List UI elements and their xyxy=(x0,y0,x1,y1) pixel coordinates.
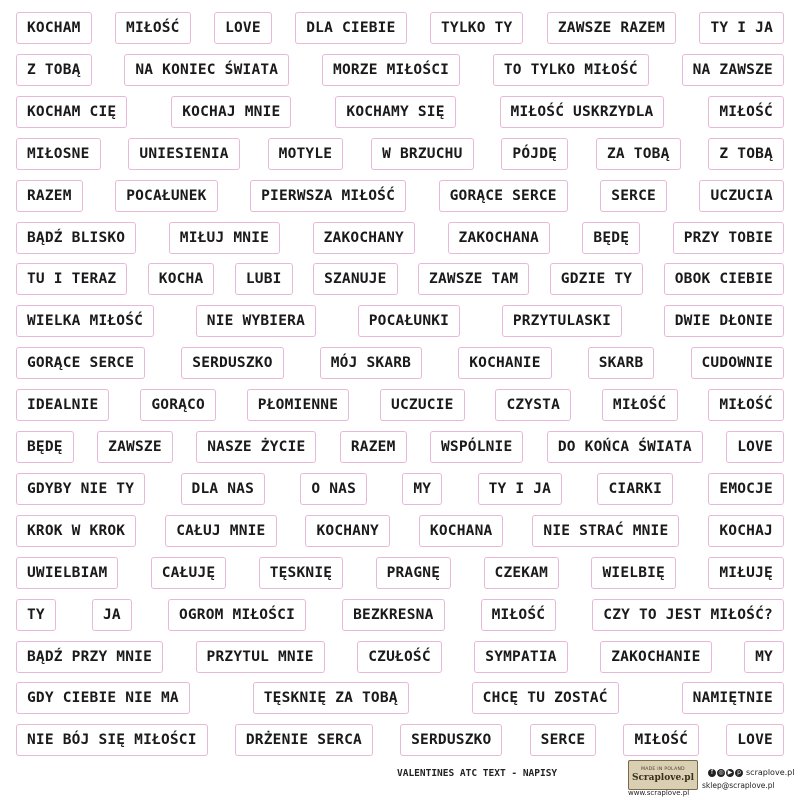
word-tag: DRŻENIE SERCA xyxy=(235,724,373,756)
word-tag: TĘSKNIĘ xyxy=(259,557,344,589)
word-tag: TO TYLKO MIŁOŚĆ xyxy=(493,54,649,86)
word-tag: MIŁUJ MNIE xyxy=(169,222,280,254)
word-tag: MIŁOŚĆ USKRZYDLA xyxy=(500,96,665,128)
word-tag: PRZYTULASKI xyxy=(502,305,622,337)
tag-row xyxy=(16,347,784,379)
word-tag: CHCĘ TU ZOSTAĆ xyxy=(472,682,619,714)
word-tag: KOCHANIE xyxy=(458,347,551,379)
word-tag: NA ZAWSZE xyxy=(682,54,784,86)
word-tag: BĄDŹ PRZY MNIE xyxy=(16,641,163,673)
word-tag: MIŁUJĘ xyxy=(708,557,784,589)
logo-name: Scraplove.pl xyxy=(631,772,695,783)
word-tag: DWIE DŁONIE xyxy=(664,305,784,337)
website-url: www.scraplove.pl xyxy=(628,789,690,797)
word-tag: ZAKOCHANY xyxy=(313,222,415,254)
word-tag: IDEALNIE xyxy=(16,389,109,421)
word-tag: LUBI xyxy=(235,263,293,295)
word-tag: MIŁOŚĆ xyxy=(481,599,557,631)
word-tag: SERDUSZKO xyxy=(181,347,283,379)
word-tag: TY xyxy=(16,599,56,631)
word-tag: GDZIE TY xyxy=(550,263,643,295)
word-tag: ZAWSZE RAZEM xyxy=(547,12,676,44)
social-handle: scraplove.pl xyxy=(746,768,795,777)
tag-row xyxy=(16,641,784,673)
word-tag: PIERWSZA MIŁOŚĆ xyxy=(250,180,406,212)
word-tag: ZA TOBĄ xyxy=(596,138,681,170)
instagram-icon: ◎ xyxy=(718,768,724,776)
tag-row xyxy=(16,389,784,421)
word-tag: KOCHAJ MNIE xyxy=(171,96,291,128)
word-tag: CUDOWNIE xyxy=(691,347,784,379)
word-tag: GORĄCO xyxy=(140,389,216,421)
word-tag: RAZEM xyxy=(340,431,407,463)
word-tag: DLA CIEBIE xyxy=(295,12,406,44)
word-tag: NIE WYBIERA xyxy=(196,305,316,337)
tag-row xyxy=(16,263,784,295)
tag-row xyxy=(16,180,784,212)
word-tag: Z TOBĄ xyxy=(708,138,784,170)
word-tag: WSPÓLNIE xyxy=(430,431,523,463)
word-tag: TY I JA xyxy=(478,473,563,505)
tag-row xyxy=(16,54,784,86)
word-tag: ZAWSZE xyxy=(97,431,173,463)
word-tag: KOCHAM xyxy=(16,12,92,44)
word-tag: SKARB xyxy=(588,347,655,379)
word-tag: PRZY TOBIE xyxy=(673,222,784,254)
word-tag: SYMPATIA xyxy=(474,641,567,673)
word-tag: CZUŁOŚĆ xyxy=(357,641,442,673)
social-links xyxy=(708,768,794,777)
tag-row xyxy=(16,138,784,170)
tag-row xyxy=(16,473,784,505)
tag-row xyxy=(16,431,784,463)
word-tag: MY xyxy=(744,641,784,673)
word-tag: MÓJ SKARB xyxy=(320,347,422,379)
word-tag: TY I JA xyxy=(699,12,784,44)
word-tag: POCAŁUNKI xyxy=(358,305,460,337)
word-tag: PÓJDĘ xyxy=(501,138,568,170)
word-tag: LOVE xyxy=(214,12,272,44)
word-tag: ZAKOCHANIE xyxy=(600,641,711,673)
word-tag: EMOCJE xyxy=(708,473,784,505)
word-tag: POCAŁUNEK xyxy=(115,180,217,212)
word-tag: BĘDĘ xyxy=(582,222,640,254)
logo-tagline: MADE IN POLAND xyxy=(641,766,685,772)
word-tag: UNIESIENIA xyxy=(128,138,239,170)
word-tag: TĘSKNIĘ ZA TOBĄ xyxy=(253,682,409,714)
word-tag: SERDUSZKO xyxy=(400,724,502,756)
word-tag: CIARKI xyxy=(597,473,673,505)
word-tag: UCZUCIA xyxy=(699,180,784,212)
word-tag: KROK W KROK xyxy=(16,515,136,547)
tag-row xyxy=(16,222,784,254)
word-tag: DO KOŃCA ŚWIATA xyxy=(547,431,703,463)
word-tag: CZY TO JEST MIŁOŚĆ? xyxy=(592,599,784,631)
tag-row xyxy=(16,96,784,128)
word-tag: MIŁOŚĆ xyxy=(708,389,784,421)
word-tag: TYLKO TY xyxy=(430,12,523,44)
scraplove-logo xyxy=(628,760,698,790)
pinterest-icon: p xyxy=(735,769,743,777)
word-tag: RAZEM xyxy=(16,180,83,212)
word-tag: MIŁOŚĆ xyxy=(115,12,191,44)
word-tag: LOVE xyxy=(726,431,784,463)
tag-row xyxy=(16,682,784,714)
word-tag: CZYSTA xyxy=(495,389,571,421)
word-tag: BĄDŹ BLISKO xyxy=(16,222,136,254)
word-tag: UWIELBIAM xyxy=(16,557,118,589)
word-tag: SERCE xyxy=(600,180,667,212)
word-tag: NASZE ŻYCIE xyxy=(196,431,316,463)
word-tag: NIE STRAĆ MNIE xyxy=(532,515,679,547)
word-tag: OGROM MIŁOŚCI xyxy=(168,599,306,631)
word-tag: ZAWSZE TAM xyxy=(418,263,529,295)
word-tag: PRAGNĘ xyxy=(376,557,452,589)
word-tag: NA KONIEC ŚWIATA xyxy=(124,54,289,86)
youtube-icon: ▶ xyxy=(727,768,733,776)
word-tag: MORZE MIŁOŚCI xyxy=(322,54,460,86)
word-tag: ZAKOCHANA xyxy=(448,222,550,254)
word-tag: KOCHAMY SIĘ xyxy=(335,96,455,128)
word-tag: BEZKRESNA xyxy=(342,599,444,631)
word-tag: LOVE xyxy=(726,724,784,756)
word-tag: Z TOBĄ xyxy=(16,54,92,86)
word-tag: CAŁUJ MNIE xyxy=(165,515,276,547)
word-tag: O NAS xyxy=(300,473,367,505)
word-tag: MIŁOŚĆ xyxy=(708,96,784,128)
tag-row xyxy=(16,12,784,44)
word-tag: OBOK CIEBIE xyxy=(664,263,784,295)
word-tag: GORĄCE SERCE xyxy=(439,180,568,212)
word-tag: MIŁOSNE xyxy=(16,138,101,170)
shop-email: sklep@scraplove.pl xyxy=(702,781,775,790)
word-tag: GDYBY NIE TY xyxy=(16,473,145,505)
word-tag: GDY CIEBIE NIE MA xyxy=(16,682,190,714)
word-tag: JA xyxy=(92,599,132,631)
word-tag: BĘDĘ xyxy=(16,431,74,463)
word-tag: SZANUJE xyxy=(313,263,398,295)
word-tag: UCZUCIE xyxy=(380,389,465,421)
word-tag: PŁOMIENNE xyxy=(247,389,349,421)
word-tag: MY xyxy=(402,473,442,505)
footer xyxy=(0,756,800,800)
tag-row xyxy=(16,599,784,631)
word-tag: CZEKAM xyxy=(484,557,560,589)
tag-row xyxy=(16,305,784,337)
word-tag: WIELKA MIŁOŚĆ xyxy=(16,305,154,337)
word-tag: KOCHANA xyxy=(419,515,504,547)
word-tag: GORĄCE SERCE xyxy=(16,347,145,379)
word-tag: MOTYLE xyxy=(268,138,344,170)
word-tag: KOCHANY xyxy=(305,515,390,547)
word-tag: CAŁUJĘ xyxy=(151,557,227,589)
word-tag: PRZYTUL MNIE xyxy=(196,641,325,673)
word-tag: KOCHAM CIĘ xyxy=(16,96,127,128)
word-tag: KOCHA xyxy=(148,263,215,295)
word-tag: KOCHAJ xyxy=(708,515,784,547)
word-tag: NAMIĘTNIE xyxy=(682,682,784,714)
word-tag: DLA NAS xyxy=(181,473,266,505)
word-tag: MIŁOŚĆ xyxy=(623,724,699,756)
tag-row xyxy=(16,515,784,547)
sheet-title: VALENTINES ATC TEXT - NAPISY xyxy=(397,768,558,779)
facebook-icon: f xyxy=(708,769,716,777)
word-tag: TU I TERAZ xyxy=(16,263,127,295)
word-tag: MIŁOŚĆ xyxy=(602,389,678,421)
word-tag: NIE BÓJ SIĘ MIŁOŚCI xyxy=(16,724,208,756)
tag-row xyxy=(16,724,784,756)
word-tag: W BRZUCHU xyxy=(371,138,473,170)
word-tag: SERCE xyxy=(530,724,597,756)
tag-row xyxy=(16,557,784,589)
word-tag: WIELBIĘ xyxy=(591,557,676,589)
